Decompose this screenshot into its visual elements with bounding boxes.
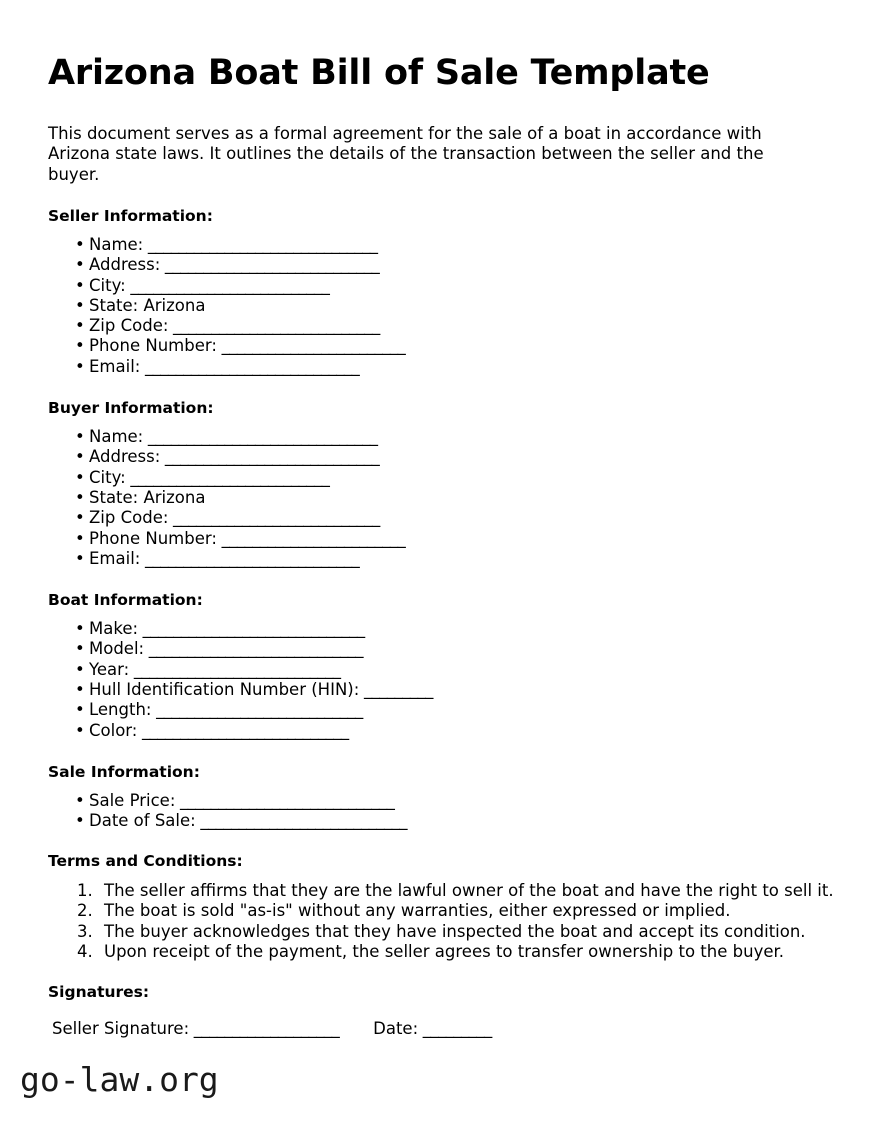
field-blank[interactable]: ______________________________ <box>143 427 378 447</box>
list-item <box>48 468 823 488</box>
list-item <box>48 660 823 680</box>
terms-and-conditions-list <box>48 880 834 963</box>
list-item <box>48 549 823 569</box>
date-label: Date: <box>373 1018 419 1038</box>
intro-paragraph: This document serves as a formal agreement for the sale of a boat in accordance with Arizona state laws. It outlines the details of the transaction between the seller and the buyer. <box>48 123 764 184</box>
list-item <box>48 529 823 549</box>
list-item <box>48 427 823 447</box>
field-label: Address: <box>89 447 161 467</box>
buyer-information-list <box>48 427 823 569</box>
field-value: Arizona <box>138 295 206 315</box>
field-label: Name: <box>89 427 144 447</box>
terms-and-conditions-heading: Terms and Conditions: <box>48 851 243 870</box>
field-label: Hull Identification Number (HIN): <box>89 680 360 700</box>
buyer-information-heading: Buyer Information: <box>48 399 214 418</box>
field-label: Make: <box>89 619 139 639</box>
field-blank[interactable]: ___________________________ <box>168 316 380 336</box>
list-item <box>48 447 823 467</box>
seller-information-heading: Seller Information: <box>48 207 213 225</box>
list-item <box>48 316 823 336</box>
list-item <box>48 296 823 316</box>
list-item <box>48 721 823 741</box>
seller-signature-blank[interactable]: ___________________ <box>189 1018 340 1038</box>
boat-information-list <box>48 619 823 741</box>
list-item: 3. The buyer acknowledges that they have inspected the boat and accept its condition. <box>98 922 834 943</box>
watermark: go-law.org <box>20 1060 219 1099</box>
field-blank[interactable]: ____________________________ <box>160 255 380 275</box>
field-label: State: <box>89 487 139 507</box>
field-blank[interactable]: ____________________________ <box>140 548 360 568</box>
field-blank[interactable]: _____________________________ <box>138 619 365 639</box>
field-label: Name: <box>89 235 144 254</box>
list-item <box>48 619 823 639</box>
field-blank[interactable]: ____________________________ <box>144 639 363 659</box>
seller-information-list <box>48 235 823 377</box>
list-item: 1. The seller affirms that they are the lawful owner of the boat and have the right to sell it. <box>98 881 834 902</box>
field-label: Length: <box>89 700 152 720</box>
list-item <box>48 357 823 377</box>
sale-information-list <box>48 791 823 832</box>
list-item: 2. The boat is sold "as-is" without any warranties, either expressed or implied. <box>98 901 834 922</box>
field-label: City: <box>89 467 126 487</box>
page-title: Arizona Boat Bill of Sale Template <box>48 53 710 93</box>
list-item <box>48 639 823 659</box>
list-item <box>48 680 823 700</box>
list-item <box>48 276 823 296</box>
field-blank[interactable]: ____________________________ <box>175 790 395 810</box>
field-label: Color: <box>89 720 138 740</box>
list-item <box>48 508 823 528</box>
field-label: City: <box>89 275 126 295</box>
field-blank[interactable]: ____________________________ <box>140 356 360 376</box>
field-value: Arizona <box>138 487 206 507</box>
field-label: Date of Sale: <box>89 811 196 831</box>
list-item <box>48 700 823 720</box>
field-blank[interactable]: ___________________________ <box>195 811 407 831</box>
field-blank[interactable]: ___________________________ <box>168 508 380 528</box>
field-blank[interactable]: ________________________ <box>216 528 406 548</box>
field-label: Zip Code: <box>89 316 169 336</box>
list-item <box>48 235 823 255</box>
list-item <box>48 811 823 831</box>
field-label: Phone Number: <box>89 336 217 356</box>
signatures-heading: Signatures: <box>48 982 150 1001</box>
list-item <box>48 488 823 508</box>
field-label: Model: <box>89 639 145 659</box>
list-item <box>48 255 823 275</box>
field-blank[interactable]: ___________________________ <box>151 700 363 720</box>
field-label: Email: <box>89 356 141 376</box>
field-blank[interactable]: __________________________ <box>125 467 330 487</box>
document-content <box>48 53 834 1039</box>
field-blank[interactable]: ______________________________ <box>143 235 378 254</box>
date-blank[interactable]: _________ <box>418 1018 492 1038</box>
field-label: State: <box>89 295 139 315</box>
signature-row <box>52 1019 823 1040</box>
field-label: Sale Price: <box>89 790 176 810</box>
field-label: Year: <box>89 659 130 679</box>
list-item: 4. Upon receipt of the payment, the seller agrees to transfer ownership to the buyer. <box>98 942 834 963</box>
field-blank[interactable]: ___________________________ <box>137 720 349 740</box>
seller-signature-label: Seller Signature: <box>52 1018 190 1038</box>
sale-information-heading: Sale Information: <box>48 762 200 781</box>
field-label: Address: <box>89 255 161 275</box>
field-blank[interactable]: __________________________ <box>125 275 330 295</box>
field-blank[interactable]: _________ <box>359 680 433 700</box>
field-blank[interactable]: ___________________________ <box>129 659 341 679</box>
list-item <box>48 336 823 356</box>
field-label: Email: <box>89 548 141 568</box>
field-label: Phone Number: <box>89 528 217 548</box>
boat-information-heading: Boat Information: <box>48 591 203 610</box>
field-label: Zip Code: <box>89 508 169 528</box>
list-item <box>48 791 823 811</box>
field-blank[interactable]: ________________________ <box>216 336 406 356</box>
field-blank[interactable]: ____________________________ <box>160 447 380 467</box>
